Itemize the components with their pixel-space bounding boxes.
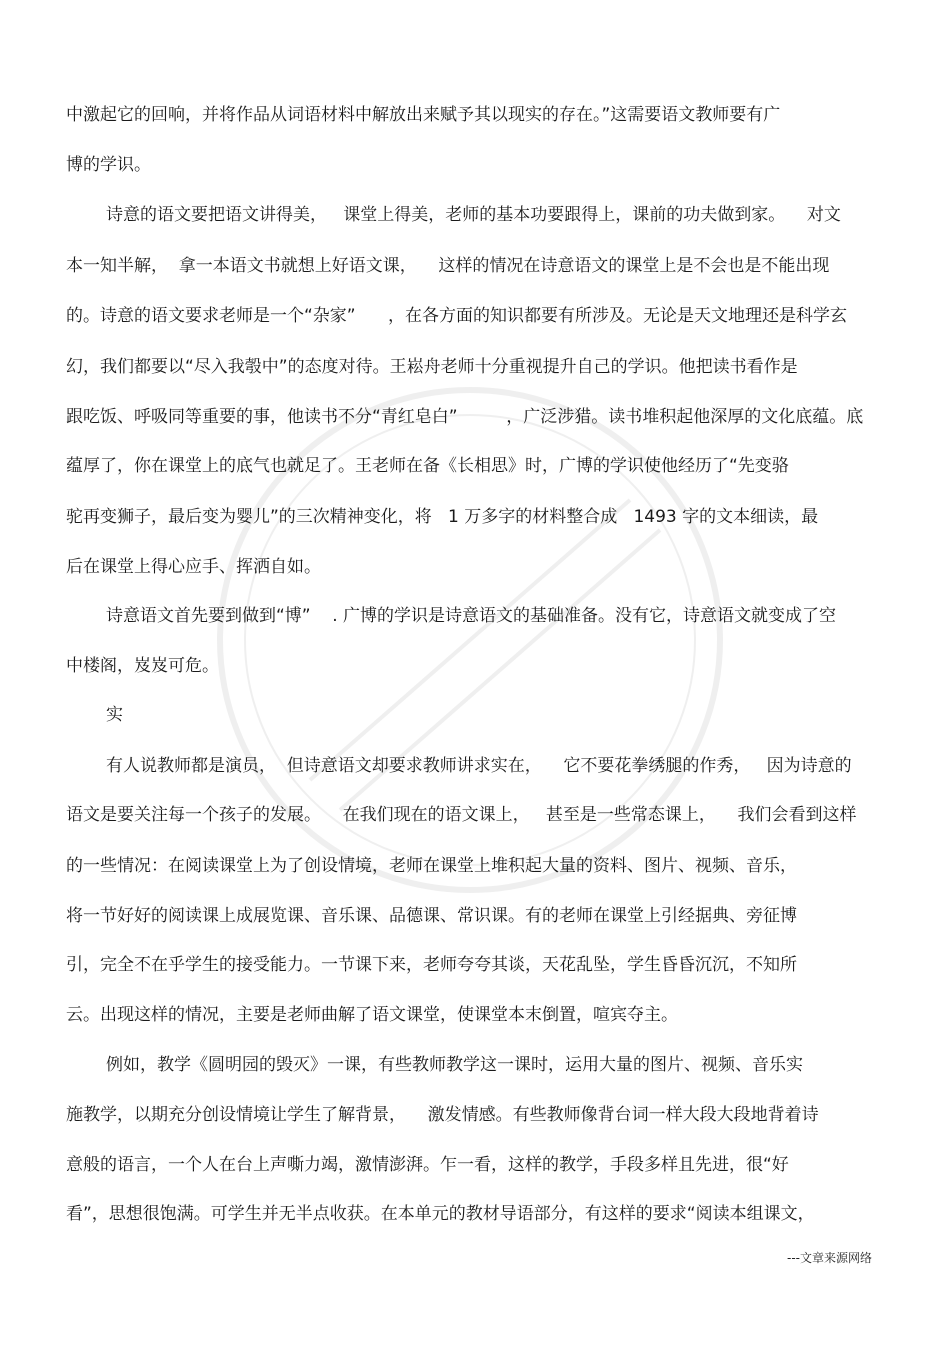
watermark-seal [190, 360, 750, 920]
text-line: 后在课堂上得心应手、挥洒自如。 [66, 557, 321, 577]
text-line: 例如，教学《圆明园的毁灭》一课，有些教师教学这一课时，运用大量的图片、视频、音乐实 [106, 1055, 803, 1075]
text-line: 中激起它的回响，并将作品从词语材料中解放出来赋予其以现实的存在。”这需要语文教师要有广 [66, 105, 781, 125]
text-line: 驼再变狮子，最后变为婴儿”的三次精神变化，将 1 万多字的材料整合成 1493 字的文本细读，最 [66, 507, 819, 527]
text-line: 的一些情况：在阅读课堂上为了创设情境，老师在课堂上堆积起大量的资料、图片、视频、音乐， [66, 856, 797, 876]
text-line: 有人说教师都是演员， 但诗意语文却要求教师讲求实在， 它不要花拳绣腿的作秀， 因为诗意的 [106, 756, 852, 776]
text-line: 诗意的语文要把语文讲得美， 课堂上得美，老师的基本功要跟得上，课前的功夫做到家。 对文 [106, 205, 841, 225]
source-footer: ---文章来源网络 [787, 1251, 872, 1265]
text-line: 中楼阁，岌岌可危。 [66, 656, 219, 676]
section-heading: 实 [106, 705, 123, 725]
text-line: 的。诗意的语文要求老师是一个“杂家” ，在各方面的知识都要有所涉及。无论是天文地理还是科学玄 [66, 306, 848, 326]
text-line: 语文是要关注每一个孩子的发展。 在我们现在的语文课上， 甚至是一些常态课上， 我们会看到这样 [66, 805, 857, 825]
text-line: 幻，我们都要以“尽入我彀中”的态度对待。王崧舟老师十分重视提升自己的学识。他把读书看作是 [66, 357, 798, 377]
text-line: 看”，思想很饱满。可学生并无半点收获。在本单元的教材导语部分，有这样的要求“阅读本组课文， [66, 1204, 815, 1224]
text-line: 博的学识。 [66, 155, 151, 175]
text-line: 本一知半解， 拿一本语文书就想上好语文课， 这样的情况在诗意语文的课堂上是不会也是不能出现 [66, 256, 830, 276]
text-line: 施教学，以期充分创设情境让学生了解背景， 激发情感。有些教师像背台词一样大段大段地背着诗 [66, 1105, 819, 1125]
text-line: 蕴厚了，你在课堂上的底气也就足了。王老师在备《长相思》时，广博的学识使他经历了“先变骆 [66, 456, 789, 476]
text-line: 将一节好好的阅读课上成展览课、音乐课、品德课、常识课。有的老师在课堂上引经据典、旁征博 [66, 906, 797, 926]
text-line: 意般的语言，一个人在台上声嘶力竭，激情澎湃。乍一看，这样的教学，手段多样且先进，很“好 [66, 1155, 789, 1175]
text-line: 跟吃饭、呼吸同等重要的事，他读书不分“青红皂白” ，广泛涉猎。读书堆积起他深厚的文化底蕴。底 [66, 407, 864, 427]
text-line: 云。出现这样的情况，主要是老师曲解了语文课堂，使课堂本末倒置，喧宾夺主。 [66, 1005, 678, 1025]
text-line: 诗意语文首先要到做到“博” . 广博的学识是诗意语文的基础准备。没有它，诗意语文就变成了空 [106, 606, 837, 626]
text-line: 引，完全不在乎学生的接受能力。一节课下来，老师夸夸其谈，天花乱坠，学生昏昏沉沉，不知所 [66, 955, 797, 975]
